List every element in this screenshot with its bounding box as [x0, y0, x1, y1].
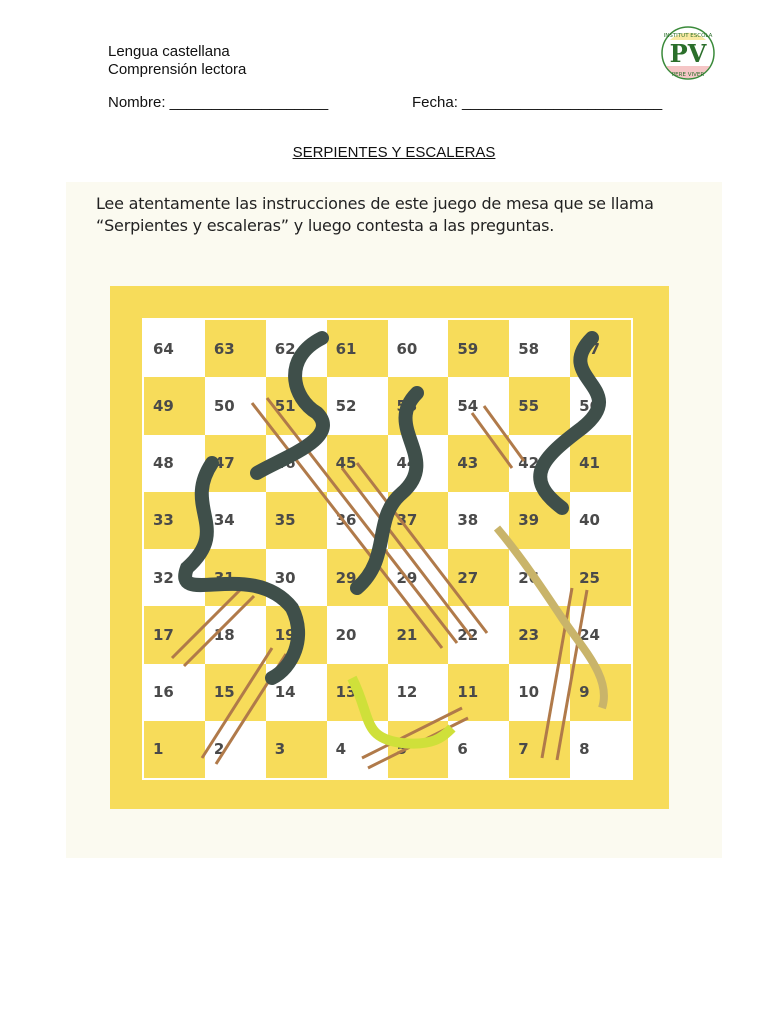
- board-square: [388, 606, 449, 663]
- square-number: 57: [579, 339, 600, 358]
- board-square: [144, 606, 205, 663]
- board-square: [448, 320, 509, 377]
- board-square: [388, 721, 449, 778]
- board-square: [570, 549, 631, 606]
- board-square: [266, 492, 327, 549]
- board-square: [448, 606, 509, 663]
- square-number: 53: [396, 396, 418, 415]
- board-square: [144, 377, 205, 434]
- board-square: [388, 320, 449, 377]
- square-number: 22: [457, 625, 479, 644]
- square-number: 11: [457, 683, 479, 702]
- board-square: [570, 664, 631, 721]
- square-number: 13: [335, 683, 357, 702]
- date-field-label: Fecha: ________________________: [412, 94, 663, 111]
- square-number: 30: [274, 568, 296, 587]
- square-number: 50: [213, 396, 235, 415]
- square-number: 27: [457, 568, 479, 587]
- board-square: [509, 664, 570, 721]
- board-square: [144, 721, 205, 778]
- square-number: 64: [153, 339, 174, 358]
- square-number: 20: [335, 625, 357, 644]
- square-number: 61: [335, 339, 357, 358]
- square-number: 33: [153, 511, 174, 530]
- board-square: [570, 721, 631, 778]
- board-square: [570, 320, 631, 377]
- page-title: SERPIENTES Y ESCALERAS: [292, 144, 496, 161]
- board-square: [327, 721, 388, 778]
- board-square: [144, 549, 205, 606]
- board-square: [509, 549, 570, 606]
- board-square: [388, 377, 449, 434]
- board-square: [327, 606, 388, 663]
- board-square: [327, 549, 388, 606]
- square-number: 47: [213, 454, 235, 473]
- square-number: 29: [335, 568, 357, 587]
- square-number: 46: [274, 454, 296, 473]
- board-square: [205, 549, 266, 606]
- square-number: 37: [396, 511, 418, 530]
- square-number: 4: [335, 740, 347, 759]
- instructions-text: Lee atentamente las instrucciones de este juego de mesa que se llama “Serpientes y escaleras” y luego contesta a las preguntas.: [96, 194, 654, 235]
- board-square: [509, 435, 570, 492]
- square-number: 42: [518, 454, 540, 473]
- square-number: 58: [518, 339, 540, 358]
- activity-label: Comprensión lectora: [108, 61, 247, 78]
- board-square: [570, 606, 631, 663]
- board-square: [144, 492, 205, 549]
- svg-text:INSTITUT ESCOLA: INSTITUT ESCOLA: [663, 33, 713, 39]
- square-number: 48: [153, 454, 174, 473]
- square-number: 34: [213, 511, 235, 530]
- board-square: [327, 492, 388, 549]
- square-number: 24: [579, 625, 600, 644]
- square-number: 15: [213, 683, 235, 702]
- board-square: [327, 435, 388, 492]
- game-board-grid: [142, 318, 633, 780]
- board-square: [509, 721, 570, 778]
- board-square: [266, 549, 327, 606]
- square-number: 32: [153, 568, 174, 587]
- board-square: [570, 435, 631, 492]
- square-number: 25: [579, 568, 600, 587]
- board-square: [205, 606, 266, 663]
- board-square: [144, 664, 205, 721]
- square-number: 59: [457, 339, 479, 358]
- square-number: 19: [274, 625, 296, 644]
- school-logo: [656, 26, 720, 80]
- square-number: 26: [518, 568, 540, 587]
- board-square: [144, 435, 205, 492]
- square-number: 39: [518, 511, 540, 530]
- board-square: [205, 721, 266, 778]
- board-square: [388, 549, 449, 606]
- square-number: 8: [579, 740, 590, 759]
- board-square: [144, 320, 205, 377]
- square-number: 18: [213, 625, 235, 644]
- board-square: [205, 664, 266, 721]
- square-number: 14: [274, 683, 296, 702]
- board-square: [448, 492, 509, 549]
- square-number: 3: [274, 740, 286, 759]
- square-number: 17: [153, 625, 174, 644]
- board-square: [205, 492, 266, 549]
- square-number: 45: [335, 454, 357, 473]
- square-number: 9: [579, 683, 590, 702]
- board-square: [509, 377, 570, 434]
- svg-text:PERE VIVER: PERE VIVER: [671, 72, 705, 78]
- square-number: 21: [396, 625, 418, 644]
- square-number: 40: [579, 511, 600, 530]
- board-square: [570, 377, 631, 434]
- square-number: 29: [396, 568, 418, 587]
- board-square: [509, 606, 570, 663]
- board-square: [388, 664, 449, 721]
- board-square: [205, 377, 266, 434]
- board-square: [266, 606, 327, 663]
- square-number: 10: [518, 683, 540, 702]
- square-number: 60: [396, 339, 418, 358]
- square-number: 31: [213, 568, 235, 587]
- square-number: 52: [335, 396, 357, 415]
- board-square: [205, 435, 266, 492]
- square-number: 54: [457, 396, 479, 415]
- board-square: [388, 492, 449, 549]
- square-number: 12: [396, 683, 418, 702]
- board-square: [509, 320, 570, 377]
- square-number: 44: [396, 454, 418, 473]
- board-square: [266, 320, 327, 377]
- board-square: [327, 320, 388, 377]
- square-number: 63: [213, 339, 235, 358]
- board-square: [266, 435, 327, 492]
- board-square: [448, 549, 509, 606]
- square-number: 56: [579, 396, 600, 415]
- board-square: [448, 435, 509, 492]
- board-square: [327, 664, 388, 721]
- board-square: [448, 664, 509, 721]
- square-number: 51: [274, 396, 296, 415]
- square-number: 62: [274, 339, 296, 358]
- board-square: [448, 721, 509, 778]
- square-number: 35: [274, 511, 296, 530]
- board-square: [388, 435, 449, 492]
- board-square: [266, 664, 327, 721]
- svg-text:PV: PV: [669, 39, 707, 68]
- square-number: 5: [396, 740, 407, 759]
- square-number: 23: [518, 625, 540, 644]
- name-field-label: Nombre: ___________________: [108, 94, 329, 111]
- board-square: [327, 377, 388, 434]
- square-number: 49: [153, 396, 174, 415]
- square-number: 2: [213, 740, 225, 759]
- board-square: [570, 492, 631, 549]
- square-number: 16: [153, 683, 174, 702]
- square-number: 7: [518, 740, 529, 759]
- square-number: 55: [518, 396, 540, 415]
- board-square: [448, 377, 509, 434]
- square-number: 36: [335, 511, 357, 530]
- square-number: 6: [457, 740, 468, 759]
- board-square: [509, 492, 570, 549]
- board-square: [205, 320, 266, 377]
- square-number: 43: [457, 454, 479, 473]
- square-number: 41: [579, 454, 600, 473]
- square-number: 1: [153, 740, 164, 759]
- board-square: [266, 721, 327, 778]
- square-number: 38: [457, 511, 479, 530]
- subject-label: Lengua castellana: [108, 43, 230, 60]
- board-square: [266, 377, 327, 434]
